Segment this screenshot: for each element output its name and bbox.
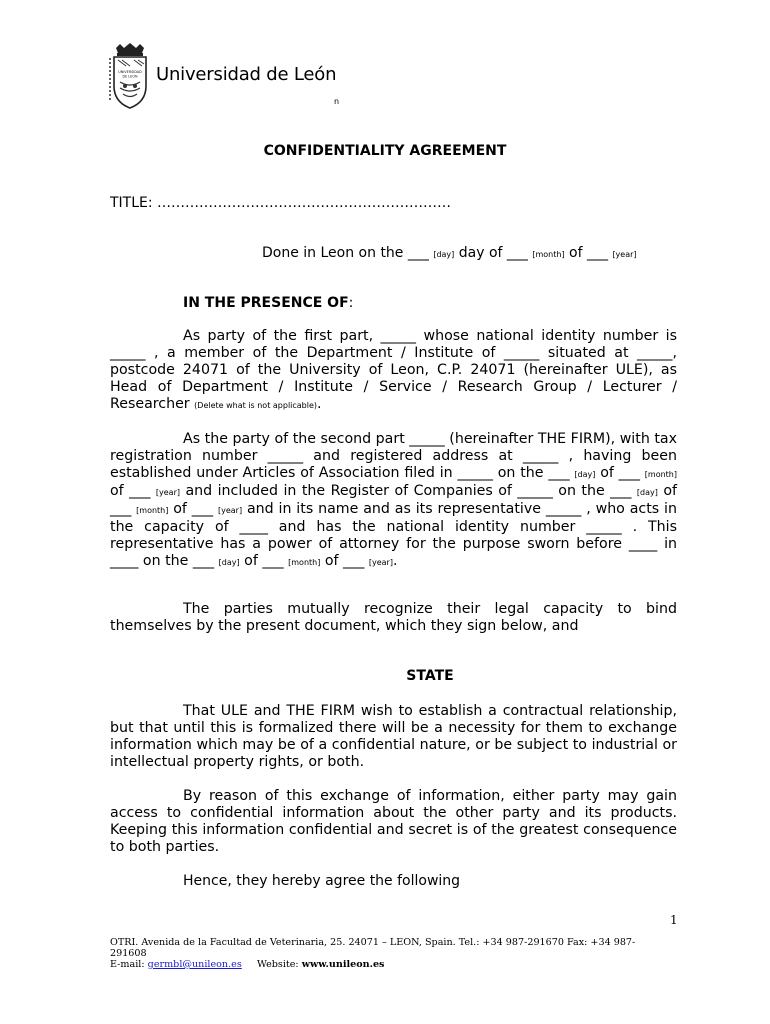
footer-email-link[interactable]: germbl@unileon.es [147, 959, 242, 970]
header-fragment: n [334, 97, 340, 106]
p2-year1: [year] [155, 488, 180, 497]
p2-text-i: of ___ [324, 553, 365, 569]
presence-heading [183, 295, 353, 311]
p2-text-e: of ___ [110, 483, 678, 517]
footer-website-label: Website: [257, 959, 299, 970]
paragraph-second-party [110, 431, 677, 571]
presence-heading-text: IN THE PRESENCE OF [183, 295, 349, 311]
p2-month1: [month] [644, 470, 677, 479]
svg-text:DE LEON: DE LEON [122, 74, 138, 79]
day-placeholder: [day] [433, 250, 455, 259]
p2-text-f: of ___ [173, 501, 214, 517]
footer [110, 937, 670, 970]
footer-website-link[interactable]: www.unileon.es [301, 959, 385, 970]
paragraph-legal-capacity: The parties mutually recognize their legal capacity to bind themselves by the present document, which they sign below, and [110, 601, 677, 634]
page-number: 1 [670, 913, 678, 927]
paragraph-first-party [110, 328, 677, 414]
done-mid2: of ___ [569, 245, 608, 261]
state-heading: STATE [406, 668, 454, 684]
paragraph-1-text: As party of the first part, _____ whose national identity number is _____ , a member of the Department / Institute of _____ situated at _____, postcode 24071 of the University of Leon, C.P. 24071 (hereinafter ULE), as Head of Department / Institute / Service / Research Group / Lecturer / Researcher [110, 328, 677, 412]
p2-day1: [day] [574, 470, 596, 479]
p2-text-c: of ___ [110, 483, 151, 499]
document-title: CONFIDENTIALITY AGREEMENT [263, 143, 507, 159]
paragraph-1-note: (Delete what is not applicable) [194, 401, 318, 410]
p2-text-g: and in its name and as its representative _____ , who acts in the capacity of ____ and has the national identity number _____ . This representative has a power of attorney for the purpose sworn before ____ in ____ on the ___ [110, 501, 677, 569]
p2-text-d: and included in the Register of Companies of _____ on the ___ [185, 483, 632, 499]
done-mid1: day of ___ [458, 245, 528, 261]
hence-line: Hence, they hereby agree the following [183, 873, 461, 889]
university-name: Universidad de León [156, 64, 337, 85]
university-crest-logo [108, 42, 152, 110]
p2-text-a: As the party of the second part _____ (hereinafter THE FIRM), with tax registration number _____ and registered address at _____ , having been established under Articles of Association filed in _____ on the ___ [110, 431, 677, 481]
p2-day3: [day] [218, 558, 240, 567]
title-line: TITLE: ……………………………………………………… [110, 195, 452, 211]
footer-contact [110, 959, 670, 970]
p2-day2: [day] [636, 488, 658, 497]
year-placeholder: [year] [612, 250, 637, 259]
svg-text:UNIVERSIDAD: UNIVERSIDAD [118, 70, 142, 74]
p2-year3: [year] [368, 558, 393, 567]
paragraph-relationship: That ULE and THE FIRM wish to establish a contractual relationship, but that until this is formalized there will be a necessity for them to exchange information which may be of a confidential nature, or be subject to industrial or intellectual property rights, or both. [110, 703, 677, 770]
done-prefix: Done in Leon on the ___ [262, 245, 429, 261]
paragraph-1-end: . [317, 396, 322, 412]
p2-month3: [month] [288, 558, 321, 567]
paragraph-exchange: By reason of this exchange of information, either party may gain access to confidential information about the other party and its products. Keeping this information confidential and secret is of the greatest consequence to both parties. [110, 788, 677, 855]
p2-text-h: of ___ [244, 553, 284, 569]
p2-text-j: . [392, 553, 398, 569]
month-placeholder: [month] [532, 250, 565, 259]
footer-email-label: E-mail: [110, 959, 145, 970]
p2-month2: [month] [136, 506, 169, 515]
presence-colon: : [348, 295, 354, 311]
footer-address: OTRI. Avenida de la Facultad de Veterinaria, 25. 24071 – LEON, Spain. Tel.: +34 987-291670 Fax: +34 987-291608 [110, 937, 636, 959]
done-in-leon-line [262, 245, 637, 261]
p2-text-b: of ___ [600, 465, 640, 481]
p2-year2: [year] [217, 506, 243, 515]
